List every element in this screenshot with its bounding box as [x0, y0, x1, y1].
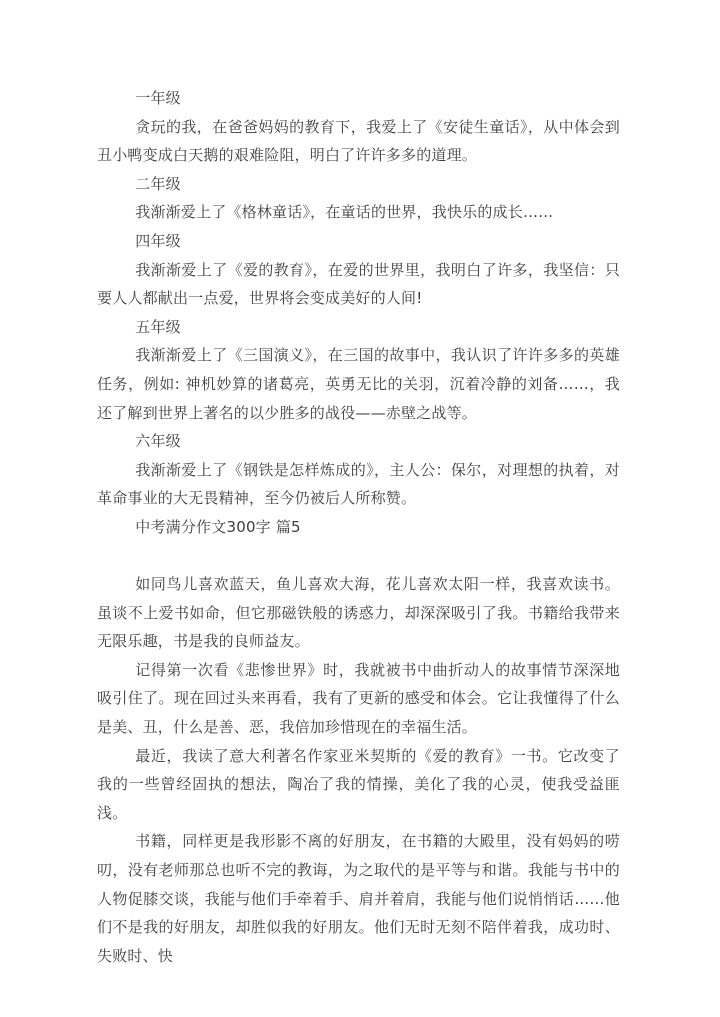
paragraph: 我渐渐爱上了《格林童话》，在童话的世界，我快乐的成长……	[135, 203, 554, 222]
paragraph: 五年级	[135, 317, 181, 336]
paragraph: 六年级	[135, 432, 181, 451]
paragraph: 如同鸟儿喜欢蓝天，鱼儿喜欢大海，花儿喜欢太阳一样，我喜欢读书。虽谈不上爱书如命，但它那磁铁般的诱惑力，却深深吸引了我。书籍给我带来无限乐趣，书是我的良师益友。	[97, 575, 620, 651]
paragraph: 我渐渐爱上了《钢铁是怎样炼成的》，主人公：保尔，对理想的执着，对革命事业的大无畏精神，至今仍被后人所称赞。	[97, 460, 620, 508]
paragraph: 二年级	[135, 174, 181, 193]
paragraph: 四年级	[135, 231, 181, 250]
paragraph: 我渐渐爱上了《三国演义》，在三国的故事中，我认识了许许多多的英雄任务，例如: 神机妙算的诸葛亮，英勇无比的关羽，沉着冷静的刘备……，我还了解到世界上著名的以少胜多的战役——赤壁之战等。	[97, 346, 620, 422]
paragraph: 中考满分作文300字 篇5	[135, 517, 301, 536]
paragraph: 一年级	[135, 89, 181, 107]
paragraph: 最近，我读了意大利著名作家亚米契斯的《爱的教育》一书。它改变了我的一些曾经固执的想法，陶冶了我的情操，美化了我的心灵，使我受益匪浅。	[97, 746, 620, 822]
paragraph: 贪玩的我，在爸爸妈妈的教育下，我爱上了《安徒生童话》，从中体会到丑小鸭变成白天鹅的艰难险阻，明白了许许多多的道理。	[97, 117, 620, 165]
paragraph: 书籍，同样更是我形影不离的好朋友，在书籍的大殿里，没有妈妈的唠叨，没有老师那总也听不完的教诲，为之取代的是平等与和谐。我能与书中的人物促膝交谈，我能与他们手牵着手、肩并着肩，我能与他们说悄悄话……他们不是我的好朋友，却胜似我的好朋友。他们无时无刻不陪伴着我，成功时、失败时、快	[97, 832, 620, 965]
document-body	[97, 84, 620, 970]
paragraph: 我渐渐爱上了《爱的教育》，在爱的世界里，我明白了许多，我坚信：只要人人都献出一点爱，世界将会变成美好的人间!	[97, 260, 620, 308]
paragraph: 记得第一次看《悲惨世界》时，我就被书中曲折动人的故事情节深深地吸引住了。现在回过头来再看，我有了更新的感受和体会。它让我懂得了什么是美、丑，什么是善、恶，我倍加珍惜现在的幸福生活。	[97, 660, 620, 737]
